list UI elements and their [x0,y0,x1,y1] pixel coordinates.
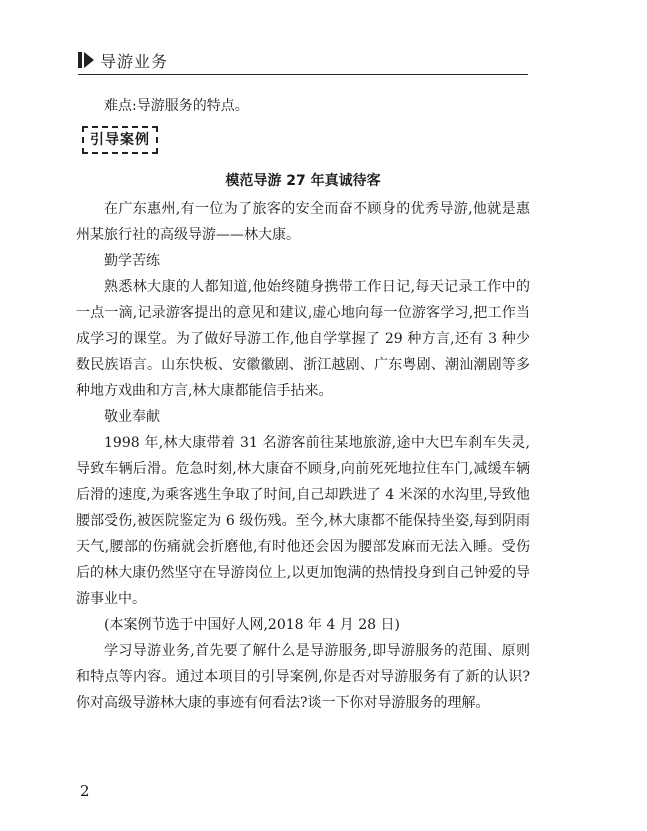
header-play-icon [78,52,96,68]
paragraph-study: 熟悉林大康的人都知道,他始终随身携带工作日记,每天记录工作中的一点一滴,记录游客提出的意见和建议,虚心地向每一位游客学习,把工作当成学习的课堂。为了做好导游工作,他自学掌握了 29 种方言,还有 3 种少数民族语言。山东快板、安徽徽剧、浙江越剧、广东粤剧、潮汕潮剧等多种地方戏曲和方言,林大康都能信手拈来。 [76,279,530,399]
paragraph-summary: 学习导游业务,首先要了解什么是导游服务,即导游服务的范围、原则和特点等内容。通过本项目的引导案例,你是否对导游服务有了新的认识?你对高级导游林大康的事迹有何看法?谈一下你对导游服务的理解。 [76,643,530,711]
header-title: 导游业务 [100,52,169,71]
case-title: 模范导游 27 年真诚待客 [225,173,381,189]
paragraph-dedication: 1998 年,林大康带着 31 名游客前往某地旅游,途中大巴车刹车失灵,导致车辆后滑。危急时刻,林大康奋不顾身,向前死死地拉住车门,减缓车辆后滑的速度,为乘客逃生争取了时间,自己却跌进了 4 米深的水沟里,导致他腰部受伤,被医院鉴定为 6 级伤残。至今,林大康都不能保持坐姿,每到阴雨天气,腰部的伤痛就会折磨他,有时他还会因为腰部发麻而无法入睡。受伤后的林大康仍然坚守在导游岗位上,以更加饱满的热情投身到自己钟爱的导游事业中。 [76,435,530,607]
source-note: (本案例节选于中国好人网,2018 年 4 月 28 日) [104,617,400,633]
section-heading-dedication: 敬业奉献 [104,409,160,425]
running-header [78,48,528,75]
difficulty-note: 难点:导游服务的特点。 [104,98,249,114]
case-label: 引导案例 [90,132,150,148]
paragraph-intro: 在广东惠州,有一位为了旅客的安全而奋不顾身的优秀导游,他就是惠州某旅行社的高级导游——林大康。 [76,201,530,243]
section-heading-study: 勤学苦练 [104,253,160,269]
page-number: 2 [80,782,90,800]
case-label-box [82,126,158,154]
